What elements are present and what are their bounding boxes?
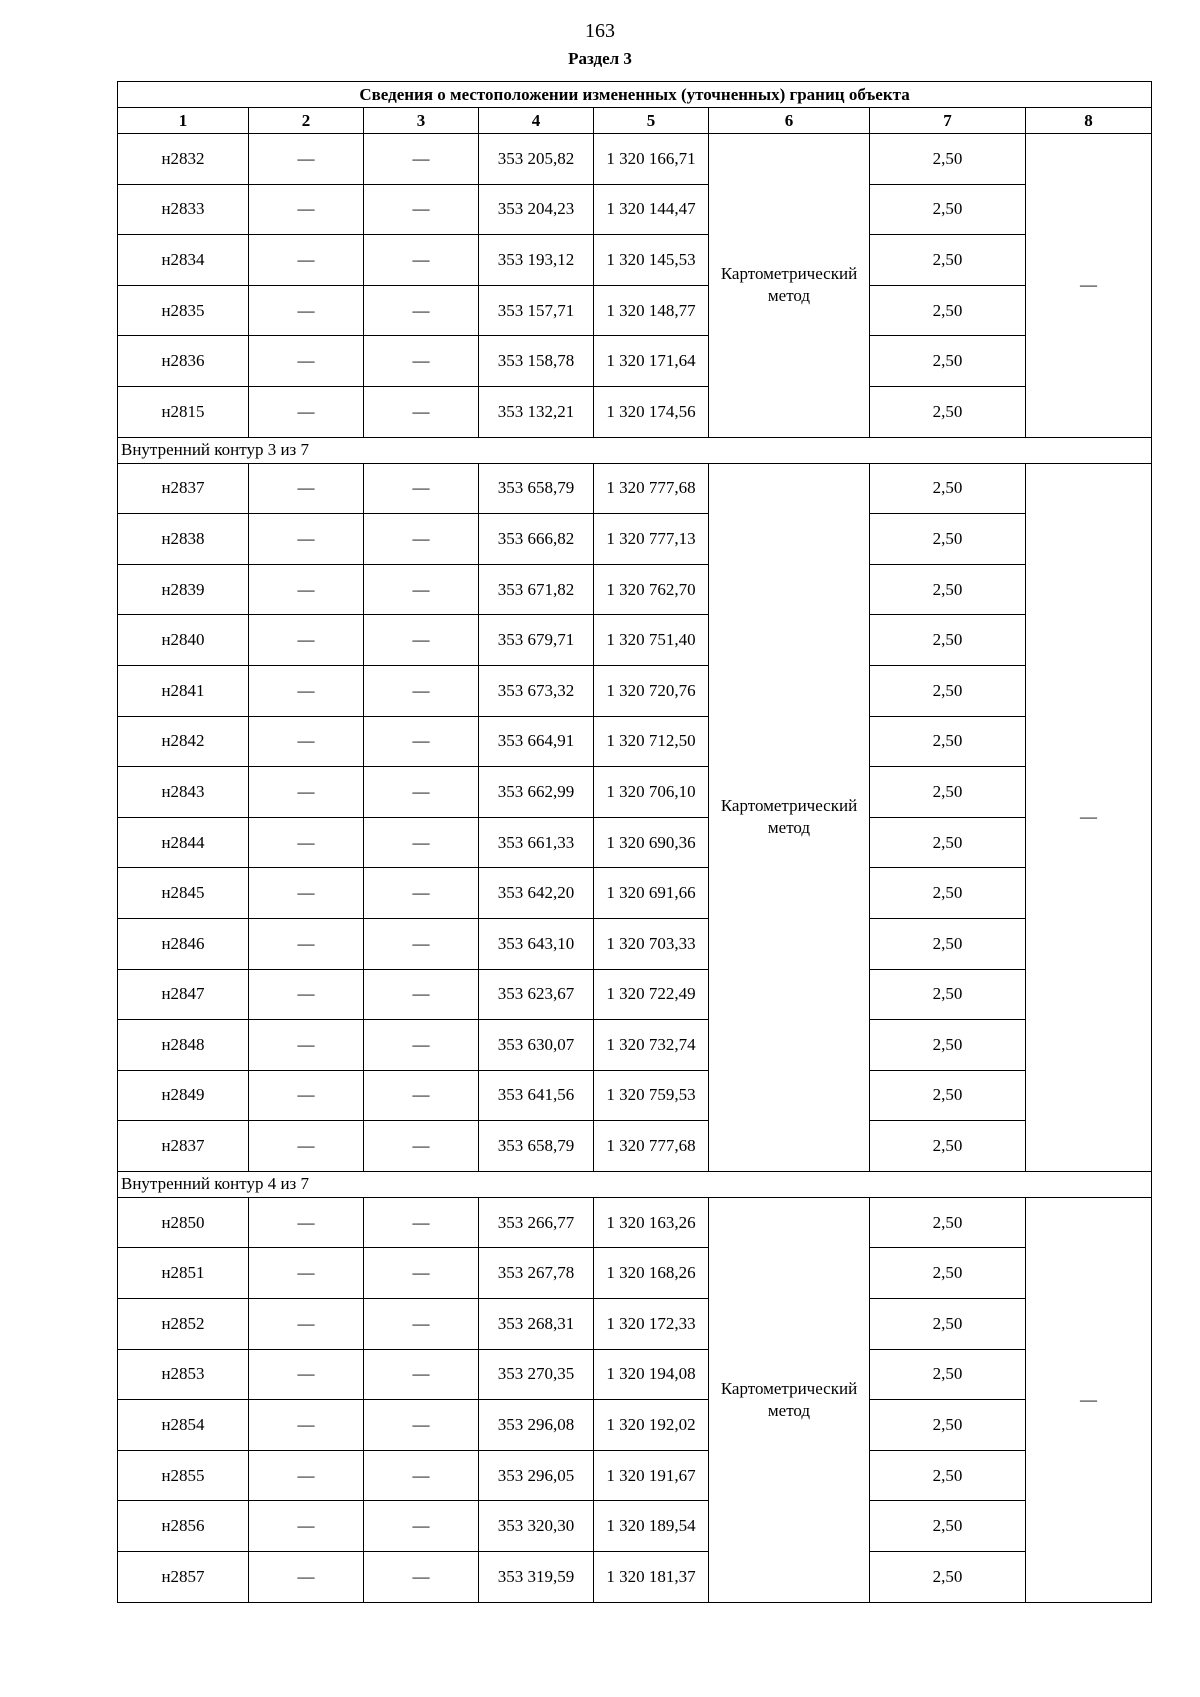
- col2-cell: —: [249, 1552, 364, 1603]
- point-number-cell: н2857: [118, 1552, 249, 1603]
- coord-x-cell: 353 205,82: [479, 134, 594, 185]
- method-cell: Картометрический метод: [709, 134, 870, 438]
- table-row: [118, 1020, 1152, 1071]
- column-number: 7: [870, 108, 1026, 134]
- accuracy-cell: 2,50: [870, 918, 1026, 969]
- accuracy-cell: 2,50: [870, 1501, 1026, 1552]
- table-row: [118, 1400, 1152, 1451]
- column-number: 3: [364, 108, 479, 134]
- coord-x-cell: 353 662,99: [479, 767, 594, 818]
- col3-cell: —: [364, 564, 479, 615]
- accuracy-cell: 2,50: [870, 615, 1026, 666]
- col3-cell: —: [364, 184, 479, 235]
- col2-cell: —: [249, 463, 364, 514]
- coord-y-cell: 1 320 720,76: [594, 665, 709, 716]
- table-row: [118, 336, 1152, 387]
- coord-y-cell: 1 320 712,50: [594, 716, 709, 767]
- col3-cell: —: [364, 134, 479, 185]
- col2-cell: —: [249, 1400, 364, 1451]
- coord-y-cell: 1 320 163,26: [594, 1197, 709, 1248]
- col2-cell: —: [249, 386, 364, 437]
- table-row: [118, 1197, 1152, 1248]
- coord-x-cell: 353 157,71: [479, 285, 594, 336]
- col2-cell: —: [249, 1501, 364, 1552]
- coord-x-cell: 353 630,07: [479, 1020, 594, 1071]
- point-number-cell: н2842: [118, 716, 249, 767]
- table-row: [118, 969, 1152, 1020]
- accuracy-cell: 2,50: [870, 514, 1026, 565]
- table-row: [118, 615, 1152, 666]
- coord-y-cell: 1 320 759,53: [594, 1070, 709, 1121]
- boundary-table: [117, 81, 1152, 1603]
- column-number: 5: [594, 108, 709, 134]
- coord-x-cell: 353 158,78: [479, 336, 594, 387]
- coord-x-cell: 353 661,33: [479, 817, 594, 868]
- col2-cell: —: [249, 1020, 364, 1071]
- coord-x-cell: 353 193,12: [479, 235, 594, 286]
- accuracy-cell: 2,50: [870, 463, 1026, 514]
- accuracy-cell: 2,50: [870, 184, 1026, 235]
- coord-x-cell: 353 296,08: [479, 1400, 594, 1451]
- col2-cell: —: [249, 1349, 364, 1400]
- coord-x-cell: 353 268,31: [479, 1299, 594, 1350]
- table-row: [118, 1450, 1152, 1501]
- table-row: [118, 1070, 1152, 1121]
- coord-y-cell: 1 320 148,77: [594, 285, 709, 336]
- page-number: 163: [585, 20, 615, 42]
- point-number-cell: н2846: [118, 918, 249, 969]
- coord-y-cell: 1 320 145,53: [594, 235, 709, 286]
- coord-y-cell: 1 320 192,02: [594, 1400, 709, 1451]
- accuracy-cell: 2,50: [870, 285, 1026, 336]
- accuracy-cell: 2,50: [870, 665, 1026, 716]
- coord-y-cell: 1 320 172,33: [594, 1299, 709, 1350]
- accuracy-cell: 2,50: [870, 235, 1026, 286]
- coord-y-cell: 1 320 191,67: [594, 1450, 709, 1501]
- accuracy-cell: 2,50: [870, 1070, 1026, 1121]
- coord-y-cell: 1 320 751,40: [594, 615, 709, 666]
- col3-cell: —: [364, 1299, 479, 1350]
- coord-x-cell: 353 658,79: [479, 463, 594, 514]
- coord-y-cell: 1 320 181,37: [594, 1552, 709, 1603]
- col3-cell: —: [364, 336, 479, 387]
- coord-x-cell: 353 679,71: [479, 615, 594, 666]
- col2-cell: —: [249, 1121, 364, 1172]
- coord-y-cell: 1 320 706,10: [594, 767, 709, 818]
- point-number-cell: н2837: [118, 1121, 249, 1172]
- col3-cell: —: [364, 386, 479, 437]
- accuracy-cell: 2,50: [870, 1121, 1026, 1172]
- accuracy-cell: 2,50: [870, 1450, 1026, 1501]
- point-number-cell: н2851: [118, 1248, 249, 1299]
- col3-cell: —: [364, 615, 479, 666]
- coord-y-cell: 1 320 732,74: [594, 1020, 709, 1071]
- coord-x-cell: 353 296,05: [479, 1450, 594, 1501]
- coord-y-cell: 1 320 189,54: [594, 1501, 709, 1552]
- col3-cell: —: [364, 285, 479, 336]
- col2-cell: —: [249, 767, 364, 818]
- col2-cell: —: [249, 817, 364, 868]
- coord-x-cell: 353 671,82: [479, 564, 594, 615]
- table-row: [118, 386, 1152, 437]
- coord-y-cell: 1 320 777,13: [594, 514, 709, 565]
- table-row: [118, 716, 1152, 767]
- method-cell: Картометрический метод: [709, 1197, 870, 1602]
- coord-y-cell: 1 320 174,56: [594, 386, 709, 437]
- table-row: [118, 514, 1152, 565]
- table-row: [118, 1299, 1152, 1350]
- accuracy-cell: 2,50: [870, 868, 1026, 919]
- col3-cell: —: [364, 463, 479, 514]
- accuracy-cell: 2,50: [870, 336, 1026, 387]
- col2-cell: —: [249, 1248, 364, 1299]
- accuracy-cell: 2,50: [870, 1197, 1026, 1248]
- coord-y-cell: 1 320 762,70: [594, 564, 709, 615]
- table-caption-row: [118, 82, 1152, 108]
- coord-x-cell: 353 266,77: [479, 1197, 594, 1248]
- accuracy-cell: 2,50: [870, 767, 1026, 818]
- col8-cell: —: [1026, 134, 1152, 438]
- col8-cell: —: [1026, 1197, 1152, 1602]
- col3-cell: —: [364, 1070, 479, 1121]
- section-title: Раздел 3: [568, 49, 632, 68]
- col3-cell: —: [364, 817, 479, 868]
- column-number: 6: [709, 108, 870, 134]
- point-number-cell: н2852: [118, 1299, 249, 1350]
- contour-label-row: [118, 1171, 1152, 1197]
- point-number-cell: н2856: [118, 1501, 249, 1552]
- coord-x-cell: 353 658,79: [479, 1121, 594, 1172]
- table-row: [118, 235, 1152, 286]
- point-number-cell: н2835: [118, 285, 249, 336]
- point-number-cell: н2848: [118, 1020, 249, 1071]
- coord-x-cell: 353 267,78: [479, 1248, 594, 1299]
- point-number-cell: н2845: [118, 868, 249, 919]
- point-number-cell: н2834: [118, 235, 249, 286]
- col2-cell: —: [249, 716, 364, 767]
- table-row: [118, 1501, 1152, 1552]
- table-row: [118, 184, 1152, 235]
- accuracy-cell: 2,50: [870, 1299, 1026, 1350]
- accuracy-cell: 2,50: [870, 564, 1026, 615]
- point-number-cell: н2847: [118, 969, 249, 1020]
- point-number-cell: н2838: [118, 514, 249, 565]
- accuracy-cell: 2,50: [870, 969, 1026, 1020]
- col3-cell: —: [364, 767, 479, 818]
- point-number-cell: н2844: [118, 817, 249, 868]
- table-row: [118, 1248, 1152, 1299]
- coord-x-cell: 353 666,82: [479, 514, 594, 565]
- coord-y-cell: 1 320 168,26: [594, 1248, 709, 1299]
- col2-cell: —: [249, 514, 364, 565]
- contour-label: Внутренний контур 3 из 7: [118, 437, 1152, 463]
- method-cell: Картометрический метод: [709, 463, 870, 1171]
- table-row: [118, 134, 1152, 185]
- table-row: [118, 918, 1152, 969]
- coord-x-cell: 353 319,59: [479, 1552, 594, 1603]
- table-row: [118, 817, 1152, 868]
- coord-x-cell: 353 320,30: [479, 1501, 594, 1552]
- point-number-cell: н2854: [118, 1400, 249, 1451]
- column-number: 4: [479, 108, 594, 134]
- col3-cell: —: [364, 1020, 479, 1071]
- coord-y-cell: 1 320 194,08: [594, 1349, 709, 1400]
- contour-label-row: [118, 437, 1152, 463]
- coord-y-cell: 1 320 690,36: [594, 817, 709, 868]
- col2-cell: —: [249, 1070, 364, 1121]
- table-row: [118, 463, 1152, 514]
- table-caption: Сведения о местоположении измененных (уточненных) границ объекта: [118, 82, 1152, 108]
- accuracy-cell: 2,50: [870, 1248, 1026, 1299]
- table-row: [118, 868, 1152, 919]
- table-row: [118, 767, 1152, 818]
- table-row: [118, 285, 1152, 336]
- point-number-cell: н2853: [118, 1349, 249, 1400]
- col2-cell: —: [249, 564, 364, 615]
- col3-cell: —: [364, 1501, 479, 1552]
- contour-label: Внутренний контур 4 из 7: [118, 1171, 1152, 1197]
- accuracy-cell: 2,50: [870, 134, 1026, 185]
- table-row: [118, 1121, 1152, 1172]
- col3-cell: —: [364, 1248, 479, 1299]
- col2-cell: —: [249, 184, 364, 235]
- table-row: [118, 564, 1152, 615]
- col2-cell: —: [249, 1197, 364, 1248]
- point-number-cell: н2837: [118, 463, 249, 514]
- coord-y-cell: 1 320 722,49: [594, 969, 709, 1020]
- accuracy-cell: 2,50: [870, 1552, 1026, 1603]
- col3-cell: —: [364, 918, 479, 969]
- coord-y-cell: 1 320 777,68: [594, 1121, 709, 1172]
- col2-cell: —: [249, 918, 364, 969]
- table-row: [118, 665, 1152, 716]
- col2-cell: —: [249, 1450, 364, 1501]
- col2-cell: —: [249, 285, 364, 336]
- col3-cell: —: [364, 1349, 479, 1400]
- accuracy-cell: 2,50: [870, 716, 1026, 767]
- point-number-cell: н2850: [118, 1197, 249, 1248]
- coord-x-cell: 353 643,10: [479, 918, 594, 969]
- col2-cell: —: [249, 336, 364, 387]
- col2-cell: —: [249, 1299, 364, 1350]
- point-number-cell: н2833: [118, 184, 249, 235]
- point-number-cell: н2843: [118, 767, 249, 818]
- accuracy-cell: 2,50: [870, 386, 1026, 437]
- col2-cell: —: [249, 969, 364, 1020]
- point-number-cell: н2839: [118, 564, 249, 615]
- col3-cell: —: [364, 868, 479, 919]
- accuracy-cell: 2,50: [870, 1349, 1026, 1400]
- point-number-cell: н2832: [118, 134, 249, 185]
- accuracy-cell: 2,50: [870, 817, 1026, 868]
- col2-cell: —: [249, 235, 364, 286]
- col3-cell: —: [364, 716, 479, 767]
- column-number: 8: [1026, 108, 1152, 134]
- col3-cell: —: [364, 969, 479, 1020]
- col3-cell: —: [364, 514, 479, 565]
- coord-x-cell: 353 204,23: [479, 184, 594, 235]
- point-number-cell: н2849: [118, 1070, 249, 1121]
- col2-cell: —: [249, 868, 364, 919]
- accuracy-cell: 2,50: [870, 1400, 1026, 1451]
- col2-cell: —: [249, 665, 364, 716]
- column-number: 2: [249, 108, 364, 134]
- column-number: 1: [118, 108, 249, 134]
- coord-y-cell: 1 320 703,33: [594, 918, 709, 969]
- point-number-cell: н2841: [118, 665, 249, 716]
- col3-cell: —: [364, 1197, 479, 1248]
- column-number-row: [118, 108, 1152, 134]
- col3-cell: —: [364, 1400, 479, 1451]
- point-number-cell: н2815: [118, 386, 249, 437]
- accuracy-cell: 2,50: [870, 1020, 1026, 1071]
- point-number-cell: н2855: [118, 1450, 249, 1501]
- table-row: [118, 1349, 1152, 1400]
- coord-x-cell: 353 664,91: [479, 716, 594, 767]
- table-row: [118, 1552, 1152, 1603]
- coord-x-cell: 353 642,20: [479, 868, 594, 919]
- coord-x-cell: 353 132,21: [479, 386, 594, 437]
- coord-y-cell: 1 320 166,71: [594, 134, 709, 185]
- col3-cell: —: [364, 1450, 479, 1501]
- col3-cell: —: [364, 235, 479, 286]
- coord-y-cell: 1 320 171,64: [594, 336, 709, 387]
- col8-cell: —: [1026, 463, 1152, 1171]
- col2-cell: —: [249, 615, 364, 666]
- coord-x-cell: 353 270,35: [479, 1349, 594, 1400]
- point-number-cell: н2836: [118, 336, 249, 387]
- col3-cell: —: [364, 665, 479, 716]
- point-number-cell: н2840: [118, 615, 249, 666]
- coord-y-cell: 1 320 777,68: [594, 463, 709, 514]
- col3-cell: —: [364, 1552, 479, 1603]
- coord-x-cell: 353 673,32: [479, 665, 594, 716]
- coord-x-cell: 353 641,56: [479, 1070, 594, 1121]
- coord-y-cell: 1 320 144,47: [594, 184, 709, 235]
- coord-x-cell: 353 623,67: [479, 969, 594, 1020]
- col3-cell: —: [364, 1121, 479, 1172]
- col2-cell: —: [249, 134, 364, 185]
- coord-y-cell: 1 320 691,66: [594, 868, 709, 919]
